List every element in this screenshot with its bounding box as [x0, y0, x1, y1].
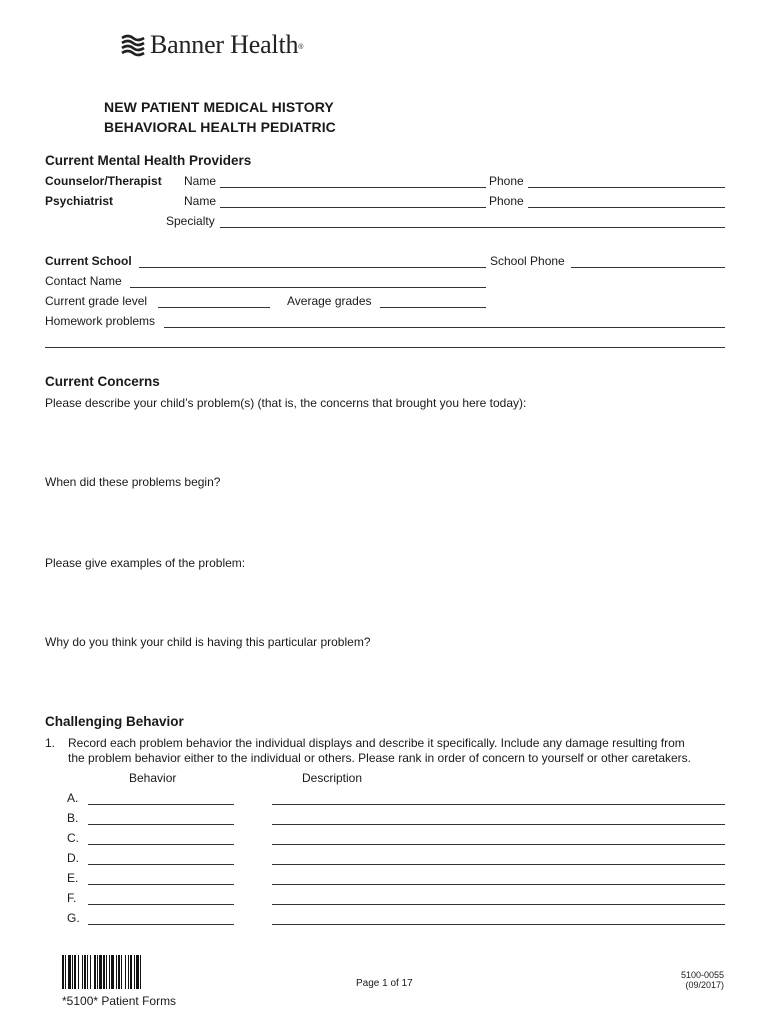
behavior-row-label: A.: [67, 791, 79, 805]
description-field[interactable]: [272, 884, 725, 885]
counselor-phone-label: Phone: [489, 174, 524, 188]
concerns-heading: Current Concerns: [45, 374, 160, 389]
banner-wave-icon: [120, 32, 146, 58]
barcode: [62, 955, 184, 989]
behavior-row-label: C.: [67, 831, 79, 845]
concerns-question-why: Why do you think your child is having this particular problem?: [45, 635, 371, 649]
behavior-item-number: 1.: [45, 736, 56, 750]
psychiatrist-phone-field[interactable]: [528, 207, 725, 208]
behavior-row-label: D.: [67, 851, 79, 865]
current-school-field[interactable]: [139, 267, 486, 268]
brand-name: Banner Health: [150, 30, 299, 59]
school-phone-label: School Phone: [490, 254, 565, 268]
registered-mark: ®: [298, 43, 304, 51]
barcode-caption: *5100* Patient Forms: [62, 994, 177, 1008]
concerns-question-describe: Please describe your child’s problem(s) (that is, the concerns that brought you here today):: [45, 396, 527, 410]
concerns-question-examples: Please give examples of the problem:: [45, 556, 246, 570]
behavior-field[interactable]: [88, 904, 234, 905]
behavior-instructions-line1: Record each problem behavior the individual displays and describe it specifically. Include any damage resulting from: [68, 736, 685, 750]
description-field[interactable]: [272, 804, 725, 805]
banner-health-logo: [120, 30, 303, 60]
behavior-row-label: B.: [67, 811, 79, 825]
behavior-field[interactable]: [88, 804, 234, 805]
homework-field[interactable]: [164, 327, 725, 328]
psychiatrist-name-field[interactable]: [220, 207, 486, 208]
grade-level-field[interactable]: [158, 307, 270, 308]
description-field[interactable]: [272, 864, 725, 865]
description-field[interactable]: [272, 904, 725, 905]
homework-label: Homework problems: [45, 314, 156, 328]
counselor-name-field[interactable]: [220, 187, 486, 188]
page-number: Page 1 of 17: [356, 978, 413, 989]
homework-field-continued[interactable]: [45, 347, 725, 348]
counselor-name-label: Name: [184, 174, 217, 188]
description-field[interactable]: [272, 824, 725, 825]
description-column-header: Description: [302, 771, 363, 785]
behavior-row-label: G.: [67, 911, 80, 925]
psychiatrist-label: Psychiatrist: [45, 194, 114, 208]
contact-name-field[interactable]: [130, 287, 486, 288]
behavior-column-header: Behavior: [129, 771, 177, 785]
form-number: 5100-0055: [680, 970, 724, 980]
behavior-row-label: F.: [67, 891, 77, 905]
description-field[interactable]: [272, 924, 725, 925]
behavior-row-label: E.: [67, 871, 79, 885]
school-phone-field[interactable]: [571, 267, 725, 268]
specialty-field[interactable]: [220, 227, 725, 228]
behavior-instructions-line2: the problem behavior either to the individual or others. Please rank in order of concern to yourself or other caretakers.: [68, 751, 691, 765]
behavior-field[interactable]: [88, 864, 234, 865]
average-grades-label: Average grades: [287, 294, 372, 308]
current-school-label: Current School: [45, 254, 132, 268]
providers-heading: Current Mental Health Providers: [45, 153, 252, 168]
concerns-question-begin: When did these problems begin?: [45, 475, 221, 489]
average-grades-field[interactable]: [380, 307, 486, 308]
specialty-label: Specialty: [166, 214, 215, 228]
behavior-field[interactable]: [88, 844, 234, 845]
form-title-line1: NEW PATIENT MEDICAL HISTORY: [104, 99, 334, 115]
counselor-phone-field[interactable]: [528, 187, 725, 188]
counselor-label: Counselor/Therapist: [45, 174, 162, 188]
behavior-field[interactable]: [88, 924, 234, 925]
description-field[interactable]: [272, 844, 725, 845]
psychiatrist-phone-label: Phone: [489, 194, 524, 208]
grade-level-label: Current grade level: [45, 294, 148, 308]
form-title-line2: BEHAVIORAL HEALTH PEDIATRIC: [104, 119, 336, 135]
contact-name-label: Contact Name: [45, 274, 122, 288]
form-date: (09/2017): [685, 980, 724, 990]
behavior-field[interactable]: [88, 884, 234, 885]
psychiatrist-name-label: Name: [184, 194, 217, 208]
behavior-field[interactable]: [88, 824, 234, 825]
behavior-heading: Challenging Behavior: [45, 714, 184, 729]
